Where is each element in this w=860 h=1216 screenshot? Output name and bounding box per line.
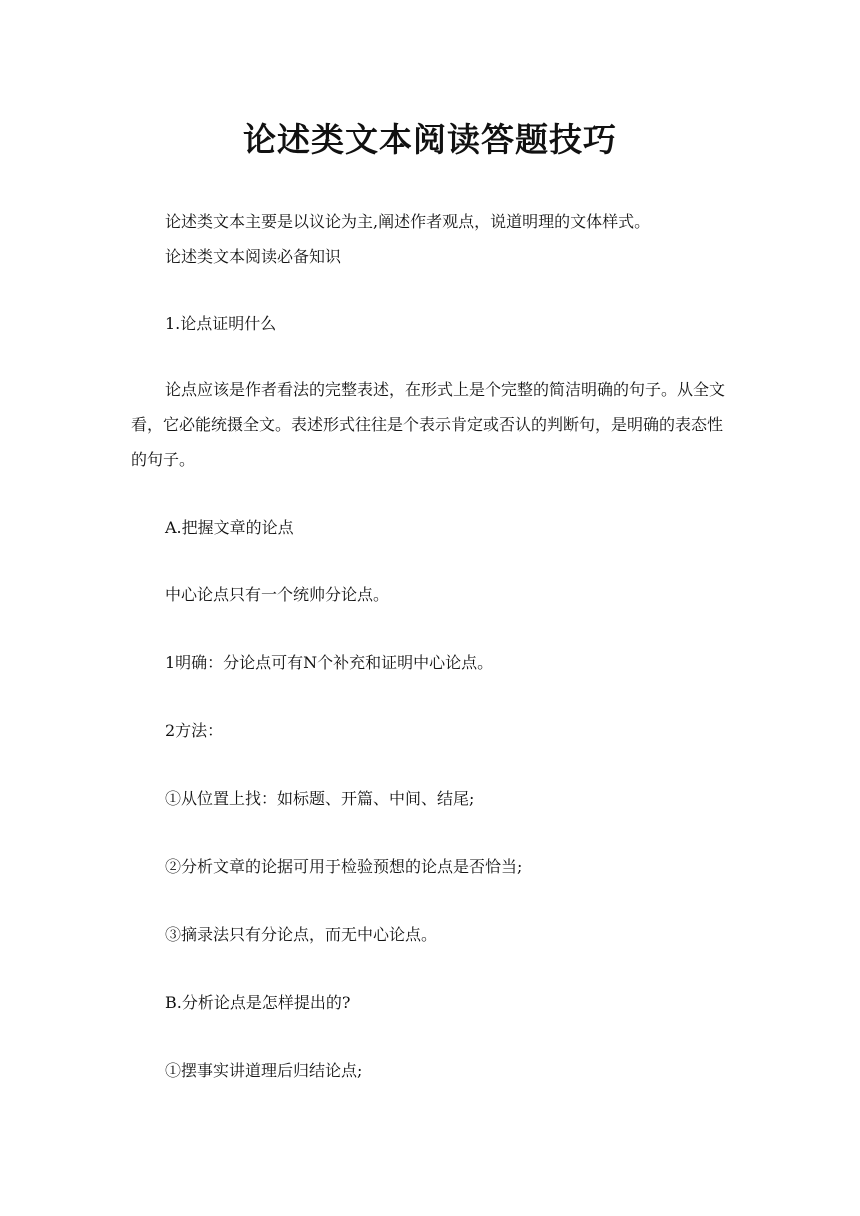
list-item: ②分析文章的论据可用于检验预想的论点是否恰当;: [165, 857, 523, 876]
page-title: 论述类文本阅读答题技巧: [243, 120, 617, 159]
list-item: ③摘录法只有分论点，而无中心论点。: [165, 925, 438, 944]
list-item: ①从位置上找：如标题、开篇、中间、结尾;: [165, 789, 475, 808]
subsection-heading: A.把握文章的论点: [165, 518, 294, 537]
list-item: 2方法：: [165, 721, 224, 740]
section-heading: 论述类文本阅读必备知识: [165, 247, 342, 266]
subsection-heading: 1.论点证明什么: [165, 314, 277, 333]
body-paragraph: 论点应该是作者看法的完整表述，在形式上是个完整的简洁明确的句子。从全文看，它必能统摄全文。表述形式往往是个表示肯定或否认的判断句，是明确的表态性的句子。: [131, 380, 726, 469]
subsection-heading: B.分析论点是怎样提出的?: [165, 993, 351, 1012]
body-paragraph: 中心论点只有一个统帅分论点。: [165, 585, 390, 604]
list-item: ①摆事实讲道理后归结论点;: [165, 1061, 363, 1080]
list-item: 1明确：分论点可有N个补充和证明中心论点。: [165, 653, 494, 672]
intro-paragraph: 论述类文本主要是以议论为主,阐述作者观点，说道明理的文体样式。: [165, 212, 651, 231]
